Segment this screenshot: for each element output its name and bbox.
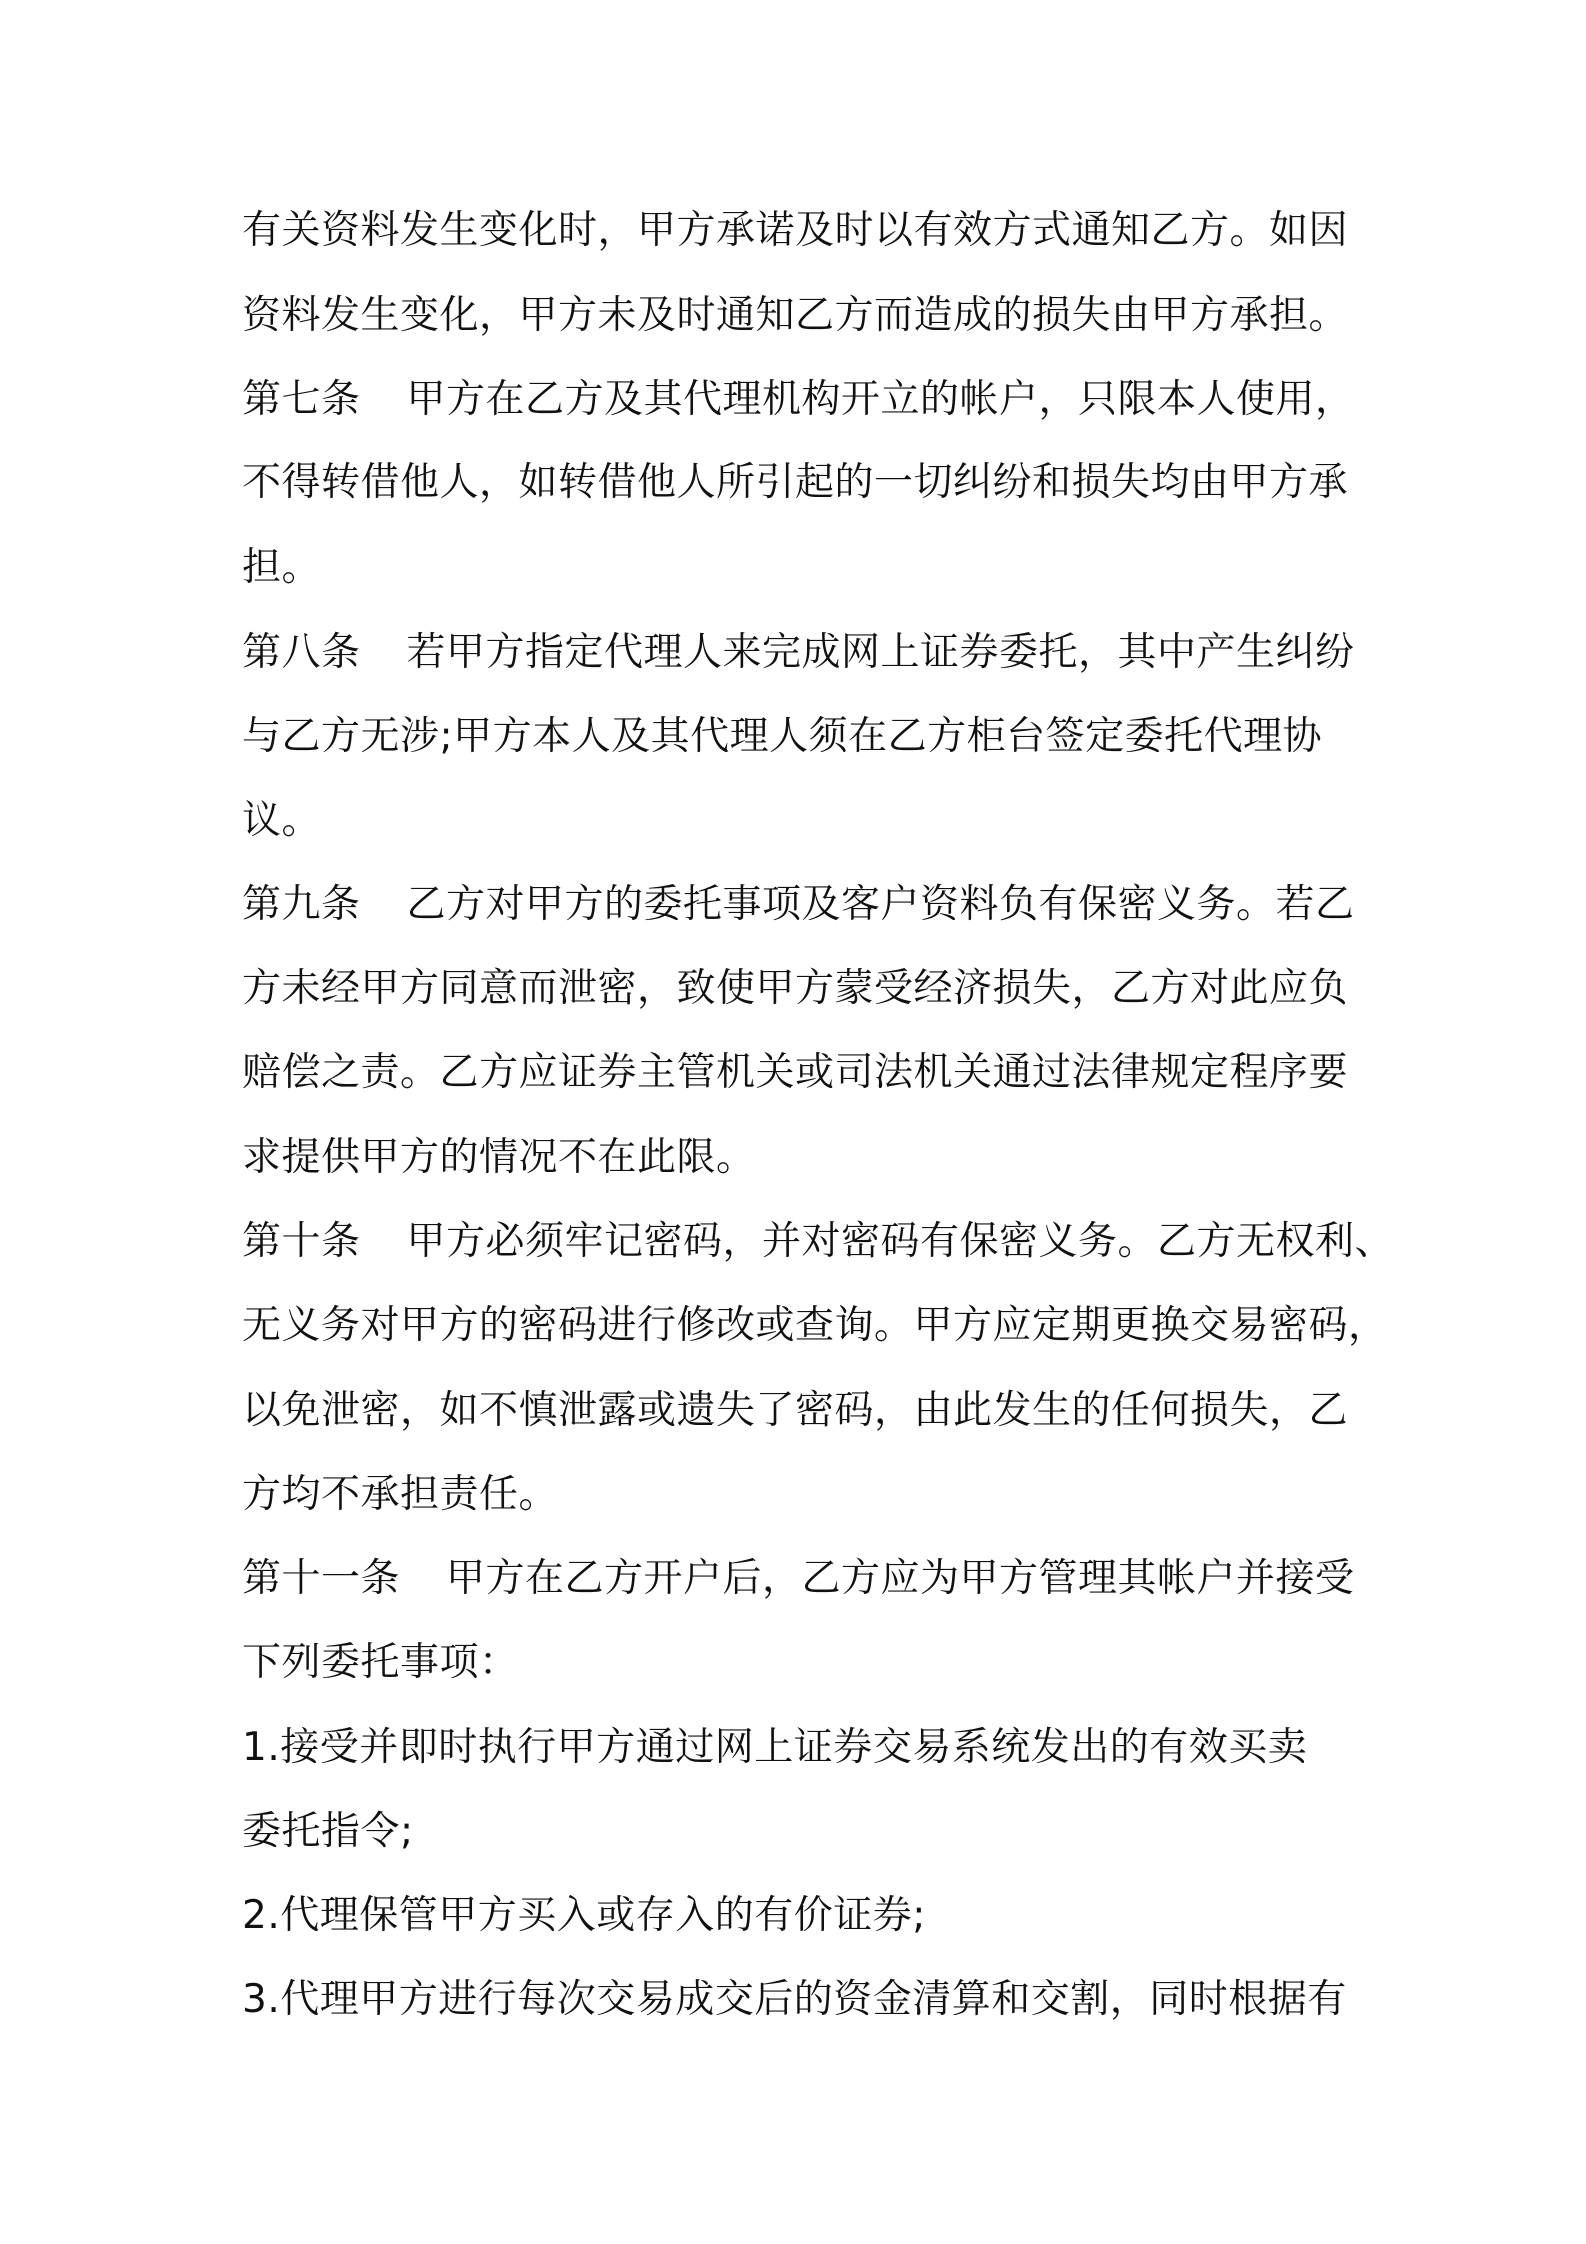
text-line bbox=[242, 1050, 1348, 1096]
text-run: 方均不承担责任。 bbox=[242, 1472, 559, 1517]
article-11-line bbox=[242, 1556, 1355, 1602]
text-line bbox=[242, 1303, 1388, 1349]
text-run: 无义务对甲方的密码进行修改或查询。甲方应定期更换交易密码， bbox=[242, 1303, 1388, 1348]
article-8-line bbox=[242, 630, 1355, 676]
text-line bbox=[242, 1388, 1348, 1434]
text-line bbox=[242, 208, 1348, 254]
text-run: 1.接受并即时执行甲方通过网上证券交易系统发出的有效买卖 bbox=[242, 1725, 1308, 1770]
text-line bbox=[242, 966, 1348, 1012]
article-number: 第七条 bbox=[242, 377, 361, 422]
text-line bbox=[242, 293, 1348, 339]
article-number: 第十条 bbox=[242, 1219, 361, 1264]
article-7-line bbox=[242, 377, 1355, 423]
text-run: 3.代理甲方进行每次交易成交后的资金清算和交割，同时根据有 bbox=[242, 1977, 1347, 2022]
text-run: 甲方在乙方开户后，乙方应为甲方管理其帐户并接受 bbox=[446, 1556, 1355, 1601]
text-run: 资料发生变化，甲方未及时通知乙方而造成的损失由甲方承担。 bbox=[242, 293, 1349, 338]
text-run: 赔偿之责。乙方应证券主管机关或司法机关通过法律规定程序要 bbox=[242, 1050, 1349, 1095]
text-run: 若甲方指定代理人来完成网上证券委托，其中产生纠纷 bbox=[406, 630, 1355, 675]
article-number: 第十一条 bbox=[242, 1556, 401, 1601]
text-run: 求提供甲方的情况不在此限。 bbox=[242, 1135, 756, 1180]
text-run: 不得转借他人，如转借他人所引起的一切纠纷和损失均由甲方承 bbox=[242, 460, 1349, 505]
text-run: 2.代理保管甲方买入或存入的有价证券; bbox=[242, 1893, 926, 1938]
text-line bbox=[242, 798, 321, 844]
text-line bbox=[242, 1809, 414, 1855]
text-run: 与乙方无涉;甲方本人及其代理人须在乙方柜台签定委托代理协 bbox=[242, 714, 1323, 759]
text-run: 以免泄密，如不慎泄露或遗失了密码，由此发生的任何损失，乙 bbox=[242, 1388, 1349, 1433]
article-number: 第八条 bbox=[242, 630, 361, 675]
list-item-3 bbox=[242, 1977, 1347, 2023]
list-item-1 bbox=[242, 1725, 1307, 1771]
text-line bbox=[242, 460, 1348, 506]
list-item-2 bbox=[242, 1893, 926, 1939]
text-run: 下列委托事项： bbox=[242, 1640, 519, 1685]
text-run: 议。 bbox=[242, 798, 322, 843]
text-run: 乙方对甲方的委托事项及客户资料负有保密义务。若乙 bbox=[406, 882, 1355, 927]
article-10-line bbox=[242, 1219, 1394, 1265]
text-line bbox=[242, 1640, 519, 1686]
article-9-line bbox=[242, 882, 1355, 928]
text-run: 方未经甲方同意而泄密，致使甲方蒙受经济损失，乙方对此应负 bbox=[242, 966, 1349, 1011]
article-number: 第九条 bbox=[242, 882, 361, 927]
text-run: 甲方必须牢记密码，并对密码有保密义务。乙方无权利、 bbox=[406, 1219, 1395, 1264]
text-run: 担。 bbox=[242, 545, 322, 590]
text-line bbox=[242, 545, 321, 591]
text-run: 有关资料发生变化时，甲方承诺及时以有效方式通知乙方。如因 bbox=[242, 208, 1349, 253]
text-line bbox=[242, 714, 1322, 760]
text-run: 委托指令; bbox=[242, 1809, 414, 1854]
text-run: 甲方在乙方及其代理机构开立的帐户，只限本人使用， bbox=[406, 377, 1355, 422]
text-line bbox=[242, 1135, 756, 1181]
text-line bbox=[242, 1472, 558, 1518]
